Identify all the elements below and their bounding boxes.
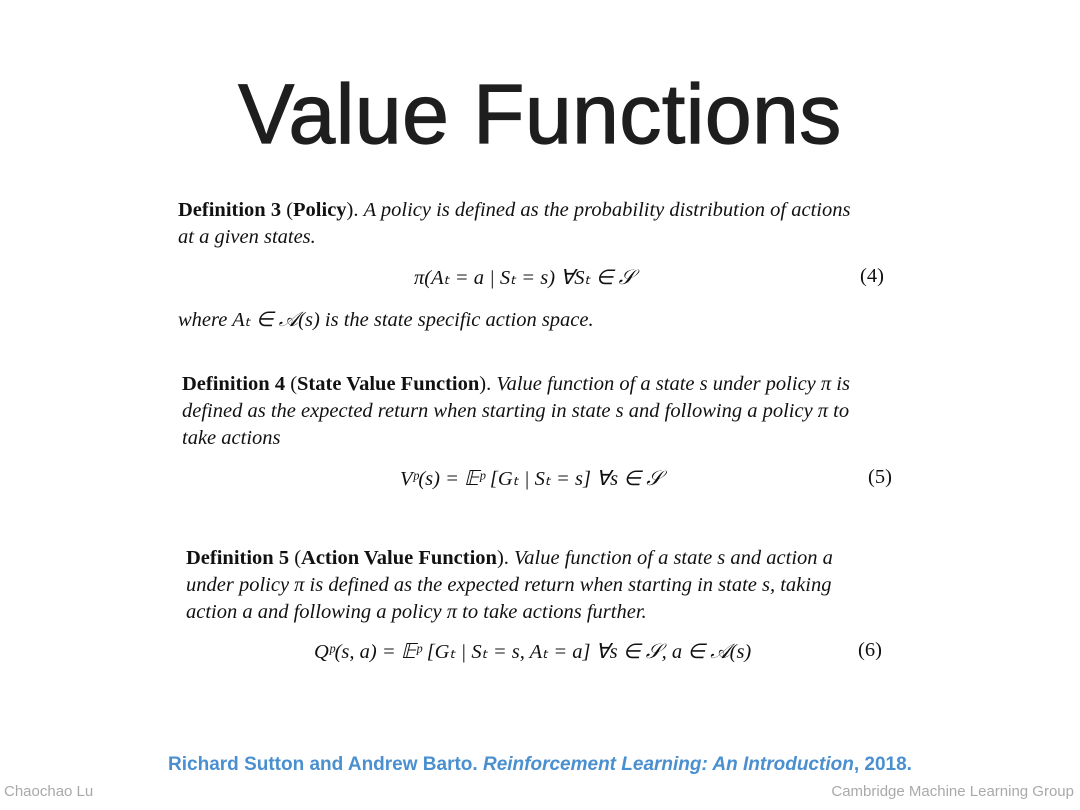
definition-4-paren-close: ). (479, 373, 492, 395)
definition-5-text-line1: Value function of a state s and action a (514, 547, 833, 569)
definition-3 (178, 197, 886, 251)
footer-group: Cambridge Machine Learning Group (831, 783, 1074, 800)
definition-5-paren-close: ). (496, 547, 509, 569)
definition-3-paren-open: ( (281, 199, 294, 221)
definition-5-text-line2: under policy π is defined as the expected return when starting in state s, taking (186, 574, 832, 596)
definition-5-name: Action Value Function (301, 547, 497, 569)
definition-4-text-line2: defined as the expected return when starting in state s and following a policy π to (182, 400, 850, 422)
definition-3-label: Definition 3 (178, 199, 282, 221)
citation (0, 754, 1080, 776)
definition-5-paren-open: ( (289, 547, 302, 569)
equation-4-number: (4) (860, 265, 884, 287)
definition-5-label: Definition 5 (186, 547, 290, 569)
definition-3-where: where Aₜ ∈ 𝒜(s) is the state specific action space. (178, 309, 594, 331)
definition-5-text-line3: action a and following a policy π to take actions further. (186, 601, 647, 623)
definition-3-text-line2: at a given states. (178, 226, 316, 248)
equation-4: π(Aₜ = a | Sₜ = s) ∀Sₜ ∈ 𝒮 (414, 267, 635, 289)
definition-3-paren-close: ). (346, 199, 359, 221)
footer-author: Chaochao Lu (4, 783, 94, 800)
equation-6-number: (6) (858, 639, 882, 661)
definition-3-text-line1: A policy is defined as the probability distribution of actions (363, 199, 851, 221)
definition-5 (186, 545, 884, 626)
definition-4-name: State Value Function (297, 373, 480, 395)
definition-4-paren-open: ( (285, 373, 298, 395)
slide-title: Value Functions (238, 67, 842, 161)
definition-3-name: Policy (293, 199, 347, 221)
citation-authors: Richard Sutton and Andrew Barto. (168, 754, 483, 775)
citation-book-title: Reinforcement Learning: An Introduction (482, 754, 854, 775)
definition-4-label: Definition 4 (182, 373, 286, 395)
equation-6: Qᵖ(s, a) = 𝔼ᵖ [Gₜ | Sₜ = s, Aₜ = a] ∀s ∈ 𝒮, a ∈ 𝒜(s) (314, 641, 752, 663)
citation-year: , 2018. (853, 754, 912, 775)
equation-5-number: (5) (868, 466, 892, 488)
equation-5: Vᵖ(s) = 𝔼ᵖ [Gₜ | Sₜ = s] ∀s ∈ 𝒮 (400, 468, 663, 490)
definition-4-text-line3: take actions (182, 427, 281, 449)
definition-4 (182, 371, 894, 452)
definition-4-text-line1: Value function of a state s under policy π is (496, 373, 850, 395)
